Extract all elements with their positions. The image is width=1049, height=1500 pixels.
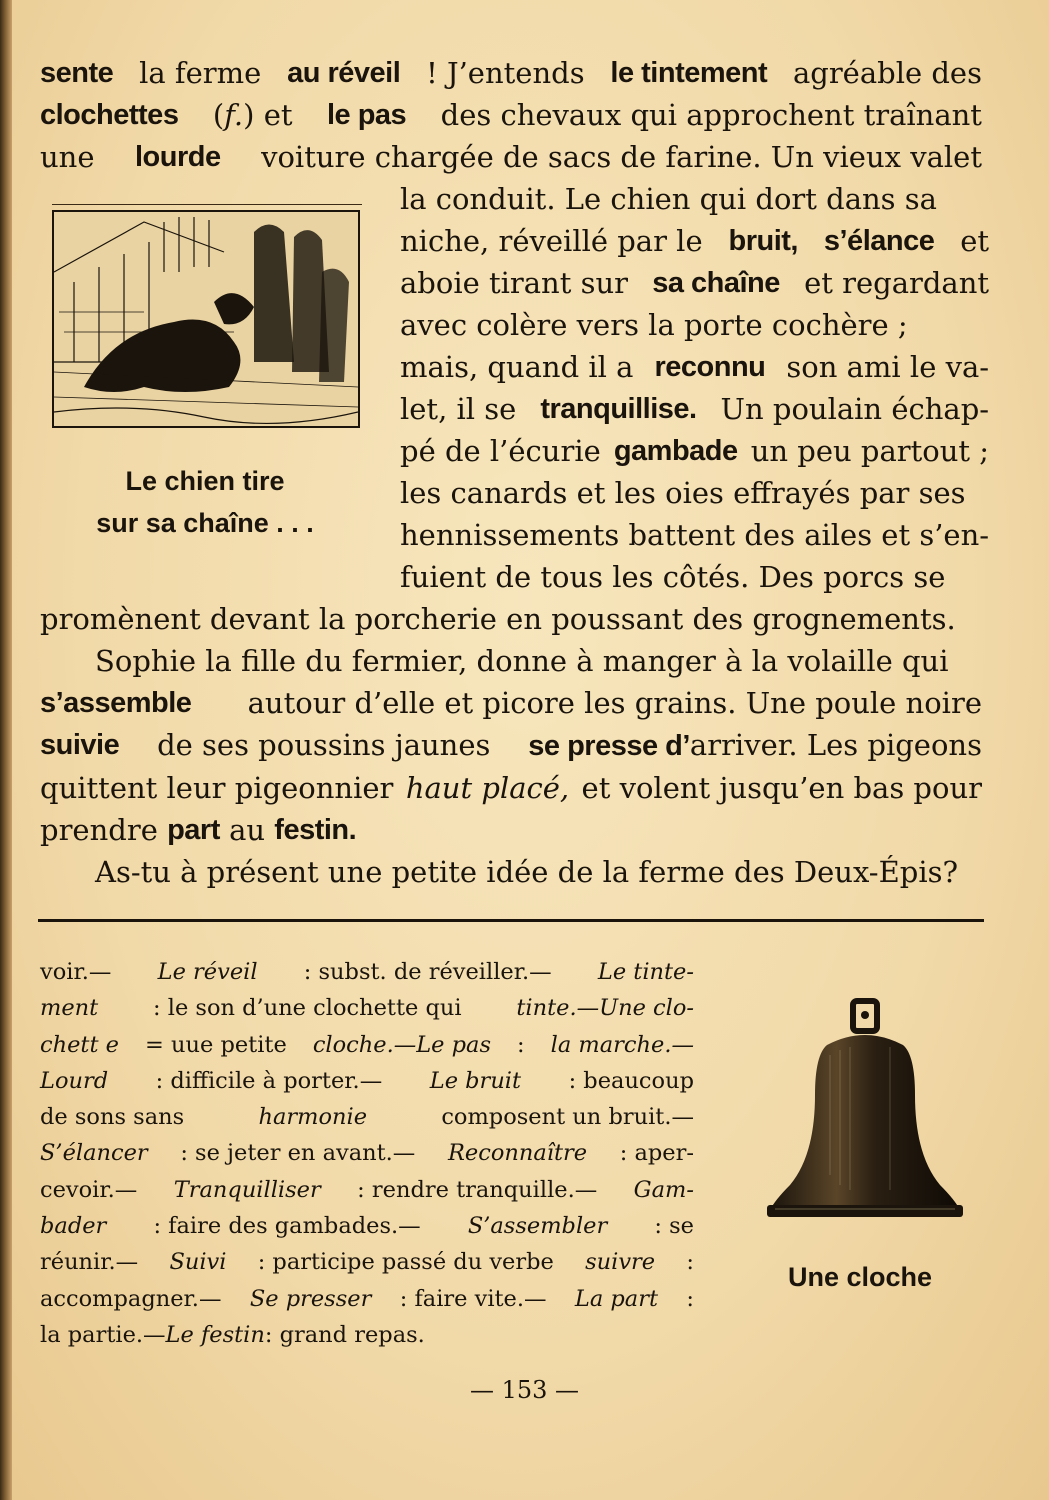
gloss-line: la partie.— Le festin : grand repas. <box>40 1321 425 1348</box>
text-line: clochettes (f.) et le pas des chevaux qui approchent traînant <box>40 98 982 132</box>
text-line: mais, quand il a reconnu son ami le va- <box>400 350 990 384</box>
text-line: sente la ferme au réveil ! J’entends le tintement agréable des <box>40 56 982 90</box>
illustration-caption: Le chien tire sur sa chaîne . . . <box>96 466 314 538</box>
gloss-line: réunir.— Suivi : participe passé du verbe suivre : <box>40 1249 694 1276</box>
book-spine <box>0 0 12 1500</box>
wrapped-text-column: la conduit. Le chien qui dort dans sa niche, réveillé par le bruit, s’élance et aboie tirant sur sa chaîne et regardant avec colère vers la porte cochère ; mais, quand il a reconnu son ami le va- let, il se tranquillise. Un poulain échap- pé de l’écurie gambade un peu partout ; les canards et les oies effrayés par ses hennissements battent des ailes et s’en- fuient de tous les côtés. Des porcs se <box>400 182 990 594</box>
text-line: pé de l’écurie gambade un peu partout ; <box>400 434 990 468</box>
page-number: — 153 — <box>469 1376 580 1404</box>
dog-chain-illustration <box>52 210 360 428</box>
gloss-line: ment : le son d’une clochette qui tinte.—Une clo- <box>40 995 694 1022</box>
figure-column <box>40 178 400 598</box>
main-text: sente la ferme au réveil ! J’entends le tintement agréable des clochettes (f.) et le pas des chevaux qui approchent traînant une lourde voiture chargée de sacs de farine. Un vieux valet Le chien tire sur sa chaîne . . . la conduit. Le chien qui dort dans sa niche, réveillé par le bruit, s’élance et aboie tirant sur sa chaîne et regardant avec colère vers la porte cochère ; mais, quand il a reconnu son ami le va- let, il se tranquillise. Un poulain échap- pé de l’écurie gambade un peu partout ; les canards et les oies effrayés par ses hennissements battent des ailes et s’en- fuient de tous les côtés. Des porcs se promènent devant la porcherie en poussant des grognements. Sophie la fille du fermier, donne à manger à la volaille qui s’assemble autour d’elle et picore les grains. Une poule noire suivie de ses poussins jaunes se presse d’arriver. Les pigeons quittent leur pigeonnier haut placé, et volent jusqu’en bas pour prendre part au festin. As-tu à présent une petite idée de la ferme des Deux-Épis? <box>40 52 982 893</box>
bell-illustration <box>755 995 975 1235</box>
text-line: quittent leur pigeonnier haut placé, et volent jusqu’en bas pour <box>40 771 982 805</box>
vocabulary-glossary <box>40 954 694 1353</box>
gloss-line: bader : faire des gambades.— S’assembler : se <box>40 1213 694 1240</box>
text-line: niche, réveillé par le bruit, s’élance et <box>400 224 990 258</box>
gloss-line: de sons sans harmonie composent un bruit.— <box>40 1104 694 1131</box>
bell-caption: Une cloche <box>787 1262 933 1292</box>
text-line: prendre part au festin. <box>40 813 357 847</box>
gloss-line: cevoir.— Tranquilliser : rendre tranquille.— Gam- <box>40 1176 694 1203</box>
text-line: une lourde voiture chargée de sacs de farine. Un vieux valet <box>40 140 982 174</box>
gloss-line: accompagner.— Se presser : faire vite.— La part : <box>40 1285 694 1312</box>
gloss-line: chett e = uue petite cloche.—Le pas : la marche.— <box>40 1031 694 1058</box>
text-line: suivie de ses poussins jaunes se presse d’arriver. Les pigeons <box>40 728 982 762</box>
gloss-line: voir.— Le réveil : subst. de réveiller.— Le tinte- <box>40 959 694 985</box>
section-divider <box>38 919 984 922</box>
text-line: s’assemble autour d’elle et picore les grains. Une poule noire <box>40 686 982 720</box>
text-line: aboie tirant sur sa chaîne et regardant <box>400 266 990 300</box>
text-line: let, il se tranquillise. Un poulain échap- <box>400 392 990 426</box>
gloss-line: Lourd : difficile à porter.— Le bruit : beaucoup <box>40 1067 694 1094</box>
gloss-line: S’élancer : se jeter en avant.— Reconnaître : aper- <box>40 1140 694 1167</box>
